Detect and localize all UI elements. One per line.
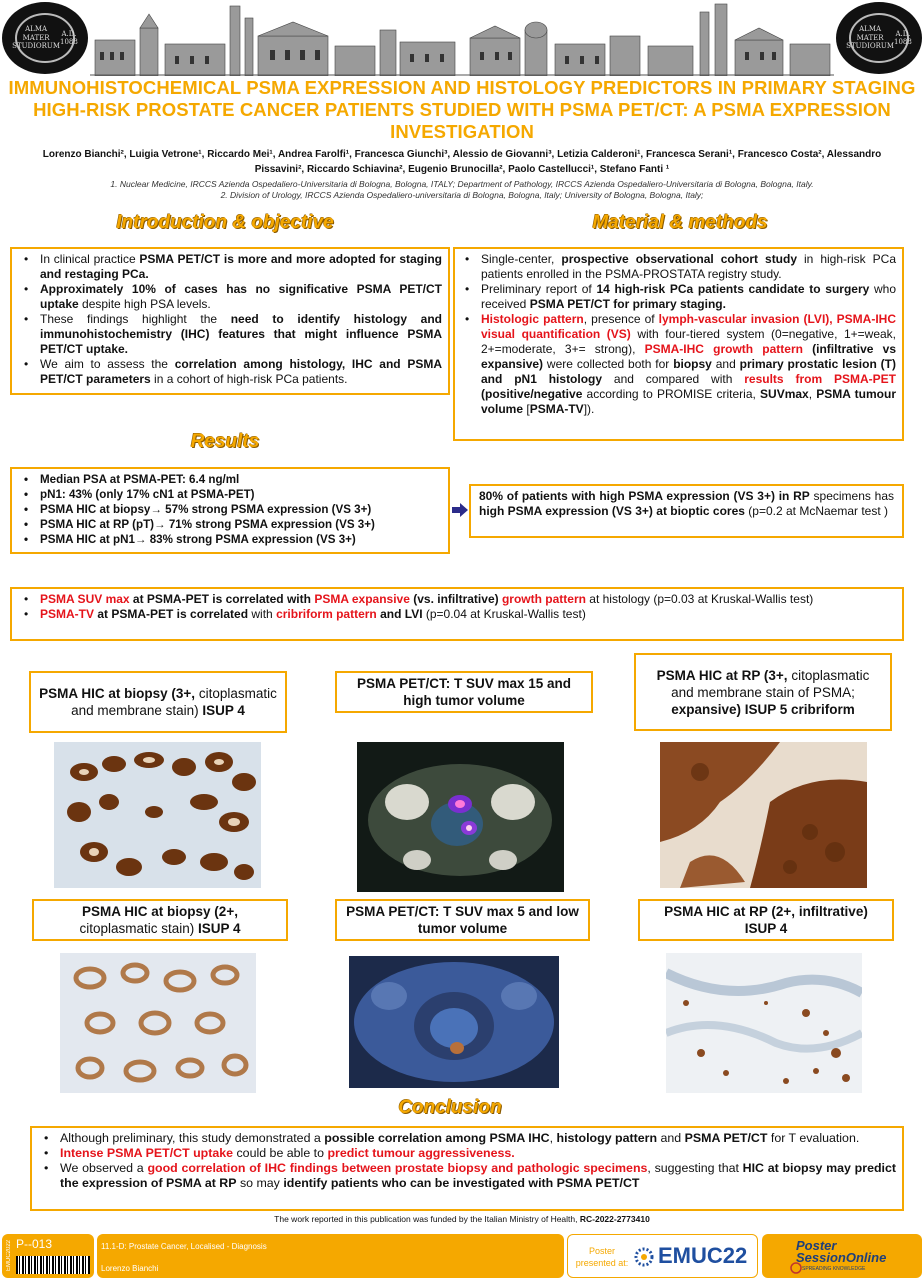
affiliation-2: 2. Division of Urology, IRCCS Azienda Ospedaliero-universitaria di Bologna, Bologna, Italy; University of Bologna, Bologna, Italy; xyxy=(220,190,704,200)
histology-image-rp-3plus xyxy=(660,742,867,888)
bologna-skyline-illustration xyxy=(0,0,924,76)
session-category: 11.1-D: Prostate Cancer, Localised - Diagnosis xyxy=(101,1242,267,1251)
correlation-item: • PSMA-TV at PSMA-PET is correlated with cribriform pattern and LVI (p=0.04 at Kruskal-Wallis test) xyxy=(16,607,896,622)
pet-ct-image-high xyxy=(357,742,564,892)
poster-id-box xyxy=(2,1234,94,1278)
heading-results: Results xyxy=(190,431,260,452)
footer-bar xyxy=(0,1232,924,1280)
caption-rp-3plus: PSMA HIC at RP (3+, citoplasmatic and membrane stain of PSMA; expansive) ISUP 5 cribriform xyxy=(634,653,892,731)
affiliations xyxy=(20,179,904,201)
conclusion-item: • Intense PSMA PET/CT uptake could be able to predict tumour aggressiveness. xyxy=(36,1146,896,1161)
heading-conclusion: Conclusion xyxy=(398,1097,502,1118)
author-list: Lorenzo Bianchi², Luigia Vetrone¹, Riccardo Mei¹, Andrea Farolfi¹, Francesca Giunchi³, Alessio de Giovanni³, Letizia Calderoni¹, Francesca Serani¹, Francesco Costa², Alessandro Pissavini², Riccardo Schiavina², Eugenio Brunocilla², Paolo Castellucci¹, Stefano Fanti ¹ xyxy=(42,149,882,175)
poster-title: IMMUNOHISTOCHEMICAL PSMA EXPRESSION AND HISTOLOGY PREDICTORS IN PRIMARY STAGING HIGH-RISK PROSTATE CANCER PATIENTS STUDIED WITH PSMA PET/CT: A PSMA EXPRESSION INVESTIGATION xyxy=(8,77,916,142)
emuc-logo-text: EMUC22 xyxy=(658,1243,748,1268)
pso-logo-icon xyxy=(790,1262,802,1274)
affiliation-1: 1. Nuclear Medicine, IRCCS Azienda Ospedaliero-Universitaria di Bologna, Bologna, ITALY; Department of Pathology, IRCCS Azienda Ospedaliero-Universitaria di Bologna, Bologna, Italy. xyxy=(110,179,814,189)
pso-logo-line2: SessionOnline xyxy=(796,1250,887,1265)
emuc-box xyxy=(567,1234,758,1278)
histology-image-biopsy-2plus xyxy=(60,953,256,1093)
arrow-right-icon xyxy=(452,503,468,517)
session-info-box xyxy=(97,1234,564,1278)
caption-biopsy-3plus: PSMA HIC at biopsy (3+, citoplasmatic and membrane stain) ISUP 4 xyxy=(29,671,287,733)
conclusion-item: • Although preliminary, this study demonstrated a possible correlation among PSMA IHC, histology pattern and PSMA PET/CT for T evaluation. xyxy=(36,1131,896,1146)
histology-image-rp-2plus xyxy=(666,953,862,1093)
methods-item: • Preliminary report of 14 high-risk PCa patients candidate to surgery who received PSMA PET/CT for primary staging. xyxy=(457,282,896,312)
correlation-item: • PSMA SUV max at PSMA-PET is correlated with PSMA expansive (vs. infiltrative) growth pattern at histology (p=0.03 at Kruskal-Wallis test) xyxy=(16,592,896,607)
caption-pet-low: PSMA PET/CT: T SUV max 5 and low tumor volume xyxy=(335,899,590,941)
results-item: • PSMA HIC at pN1→ 83% strong PSMA expression (VS 3+) xyxy=(16,532,444,547)
results-summary-box xyxy=(10,467,450,554)
poster-id: P--013 xyxy=(16,1237,53,1251)
pet-ct-image-low xyxy=(349,956,559,1088)
results-item: • Median PSA at PSMA-PET: 6.4 ng/ml xyxy=(16,472,444,487)
pso-logo-line1: Poster xyxy=(796,1238,837,1253)
results-item: • PSMA HIC at biopsy→ 57% strong PSMA expression (VS 3+) xyxy=(16,502,444,517)
university-seal-right: ALMA MATER STUDIORUM A.D. 1088 xyxy=(836,2,922,74)
histology-image-biopsy-3plus xyxy=(54,742,261,888)
intro-item: • In clinical practice PSMA PET/CT is more and more adopted for staging and restaging PCa. xyxy=(16,252,442,282)
pso-box xyxy=(762,1234,922,1278)
methods-item: • Histologic pattern, presence of lymph-vascular invasion (LVI), PSMA-IHC visual quantification (VS) with four-tiered system (0=negative, 1+=weak, 2+=moderate, 3+= strong), PSMA-IHC growth pattern (infiltrative vs expansive) were collected both for biopsy and primary prostatic lesion (T) and pN1 histology and compared with results from PSMA-PET (positive/negative according to PROMISE criteria, SUVmax, PSMA tumour volume [PSMA-TV]). xyxy=(457,312,896,417)
presenter-name: Lorenzo Bianchi xyxy=(101,1264,159,1273)
caption-biopsy-2plus: PSMA HIC at biopsy (2+, citoplasmatic stain) ISUP 4 xyxy=(32,899,288,941)
correlations-box xyxy=(10,587,904,641)
caption-rp-2plus: PSMA HIC at RP (2+, infiltrative) ISUP 4 xyxy=(638,899,894,941)
caption-pet-high: PSMA PET/CT: T SUV max 15 and high tumor volume xyxy=(335,671,593,713)
results-item: • PSMA HIC at RP (pT)→ 71% strong PSMA expression (VS 3+) xyxy=(16,517,444,532)
presented-at-label: Poster presented at: xyxy=(575,1246,629,1268)
funding-note: The work reported in this publication was funded by the Italian Ministry of Health, RC-2022-2773410 xyxy=(274,1214,650,1224)
results-item: • pN1: 43% (only 17% cN1 at PSMA-PET) xyxy=(16,487,444,502)
conclusion-box xyxy=(30,1126,904,1211)
intro-item: • These findings highlight the need to identify histology and immunohistochemistry (IHC) features that might influence PSMA PET/CT uptake. xyxy=(16,312,442,357)
intro-item: • We aim to assess the correlation among histology, IHC and PSMA PET/CT parameters in a cohort of high-risk PCa patients. xyxy=(16,357,442,387)
introduction-box xyxy=(10,247,450,395)
emuc-logo-icon xyxy=(634,1247,654,1267)
conclusion-item: • We observed a good correlation of IHC findings between prostate biopsy and pathologic specimens, suggesting that HIC at biopsy may predict the expression of PSMA at RP so may identify patients who can be investigated with PSMA PET/CT xyxy=(36,1161,896,1191)
results-comparison-box: 80% of patients with high PSMA expression (VS 3+) in RP specimens has high PSMA expression (VS 3+) at bioptic cores (p=0.2 at McNaemar test ) xyxy=(469,484,904,538)
intro-item: • Approximately 10% of cases has no significative PSMA PET/CT uptake despite high PSA levels. xyxy=(16,282,442,312)
heading-introduction: Introduction & objective xyxy=(116,212,334,233)
pso-tagline: SPREADING KNOWLEDGE xyxy=(802,1266,866,1272)
university-seal-left: ALMA MATER STUDIORUM A.D. 1088 xyxy=(2,2,88,74)
heading-methods: Material & methods xyxy=(592,212,768,233)
side-code: EMUC2022 xyxy=(6,1240,12,1272)
header-banner xyxy=(0,0,924,76)
barcode xyxy=(16,1256,90,1274)
methods-box xyxy=(453,247,904,441)
methods-item: • Single-center, prospective observational cohort study in high-risk PCa patients enrolled in the PSMA-PROSTATA registry study. xyxy=(457,252,896,282)
